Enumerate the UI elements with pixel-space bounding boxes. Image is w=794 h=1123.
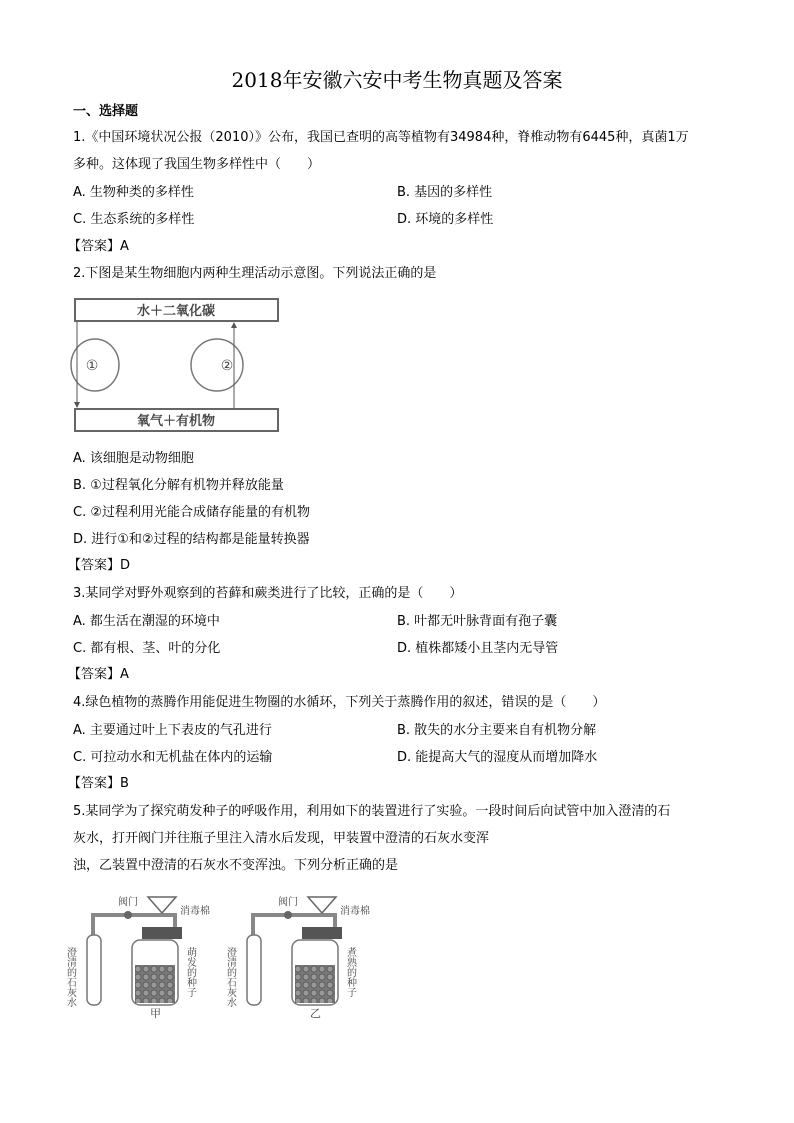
cell-ellipse-right [191, 339, 243, 391]
apparatus-label-yi: 乙 [310, 1007, 321, 1020]
q1-stem-cont: 多种。这体现了我国生物多样性中（ ） [73, 157, 321, 172]
q2-stem: 2.下图是某生物细胞内两种生理活动示意图。下列说法正确的是 [73, 266, 437, 281]
q2-option-b: B. ①过程氧化分解有机物并释放能量 [73, 478, 284, 493]
apparatus-jia [65, 895, 211, 1020]
q1-option-a: A. 生物种类的多样性 [73, 185, 194, 200]
q5-stem-cont2: 浊，乙装置中澄清的石灰水不变浑浊。下列分析正确的是 [73, 858, 399, 873]
q5-stem: 5.某同学为了探究萌发种子的呼吸作用，利用如下的装置进行了实验。一段时间后向试管中加入澄清的石 [73, 804, 671, 819]
q1-option-c: C. 生态系统的多样性 [73, 212, 195, 227]
process-2-label: ② [220, 358, 234, 374]
page-title: 2018年安徽六安中考生物真题及答案 [231, 68, 563, 92]
valve-label: 阀门 [278, 897, 298, 908]
test-tube [247, 935, 261, 1005]
cotton-label: 消毒棉 [340, 906, 370, 917]
q4-option-a: A. 主要通过叶上下表皮的气孔进行 [73, 723, 272, 738]
diagram-top-label: 水＋二氧化碳 [136, 304, 216, 319]
q3-option-b: B. 叶都无叶脉背面有孢子囊 [397, 614, 558, 629]
limewater-label: 澄清的石灰水 [64, 947, 76, 1007]
q3-option-a: A. 都生活在潮湿的环境中 [73, 614, 220, 629]
q2-diagram [72, 296, 282, 436]
q1-option-d: D. 环境的多样性 [397, 212, 494, 227]
q1-stem: 1.《中国环境状况公报（2010）》公布，我国已查明的高等植物有34984种，脊椎动物有6445种，真菌1万 [73, 130, 689, 145]
apparatus-label-jia: 甲 [150, 1007, 161, 1020]
valve-icon [124, 911, 132, 919]
q3-option-d: D. 植株都矮小且茎内无导管 [397, 641, 559, 656]
q4-stem: 4.绿色植物的蒸腾作用能促进生物圈的水循环，下列关于蒸腾作用的叙述，错误的是（ ） [73, 695, 606, 710]
q3-answer: 【答案】A [68, 667, 129, 682]
funnel-icon [308, 897, 336, 913]
seeds-label: 萌发的种子 [184, 947, 196, 997]
q4-option-c: C. 可拉动水和无机盐在体内的运输 [73, 750, 273, 765]
apparatus-yi [225, 895, 371, 1020]
q1-answer: 【答案】A [68, 239, 129, 254]
q2-option-d: D. 进行①和②过程的结构都是能量转换器 [73, 532, 310, 547]
seeds-label: 煮熟的种子 [344, 947, 356, 997]
process-1-label: ① [85, 358, 99, 374]
q4-answer: 【答案】B [68, 776, 129, 791]
limewater-label: 澄清的石灰水 [224, 947, 236, 1007]
cotton-label: 消毒棉 [180, 906, 210, 917]
funnel-icon [148, 897, 176, 913]
q1-option-b: B. 基因的多样性 [397, 185, 493, 200]
test-tube [87, 935, 101, 1005]
q5-stem-cont: 灰水，打开阀门并往瓶子里注入清水后发现，甲装置中澄清的石灰水变浑 [73, 831, 490, 846]
q4-option-b: B. 散失的水分主要来自有机物分解 [397, 723, 597, 738]
q3-option-c: C. 都有根、茎、叶的分化 [73, 641, 221, 656]
valve-icon [284, 911, 292, 919]
valve-label: 阀门 [118, 897, 138, 908]
q4-option-d: D. 能提高大气的湿度从而增加降水 [397, 750, 598, 765]
q2-answer: 【答案】D [68, 558, 131, 573]
q2-option-a: A. 该细胞是动物细胞 [73, 451, 194, 466]
q2-option-c: C. ②过程利用光能合成储存能量的有机物 [73, 505, 310, 520]
q5-apparatus-figure [64, 885, 380, 1020]
diagram-bottom-label: 氧气＋有机物 [136, 414, 216, 429]
q3-stem: 3.某同学对野外观察到的苔藓和蕨类进行了比较，正确的是（ ） [73, 586, 463, 601]
section-heading: 一、选择题 [73, 104, 139, 119]
